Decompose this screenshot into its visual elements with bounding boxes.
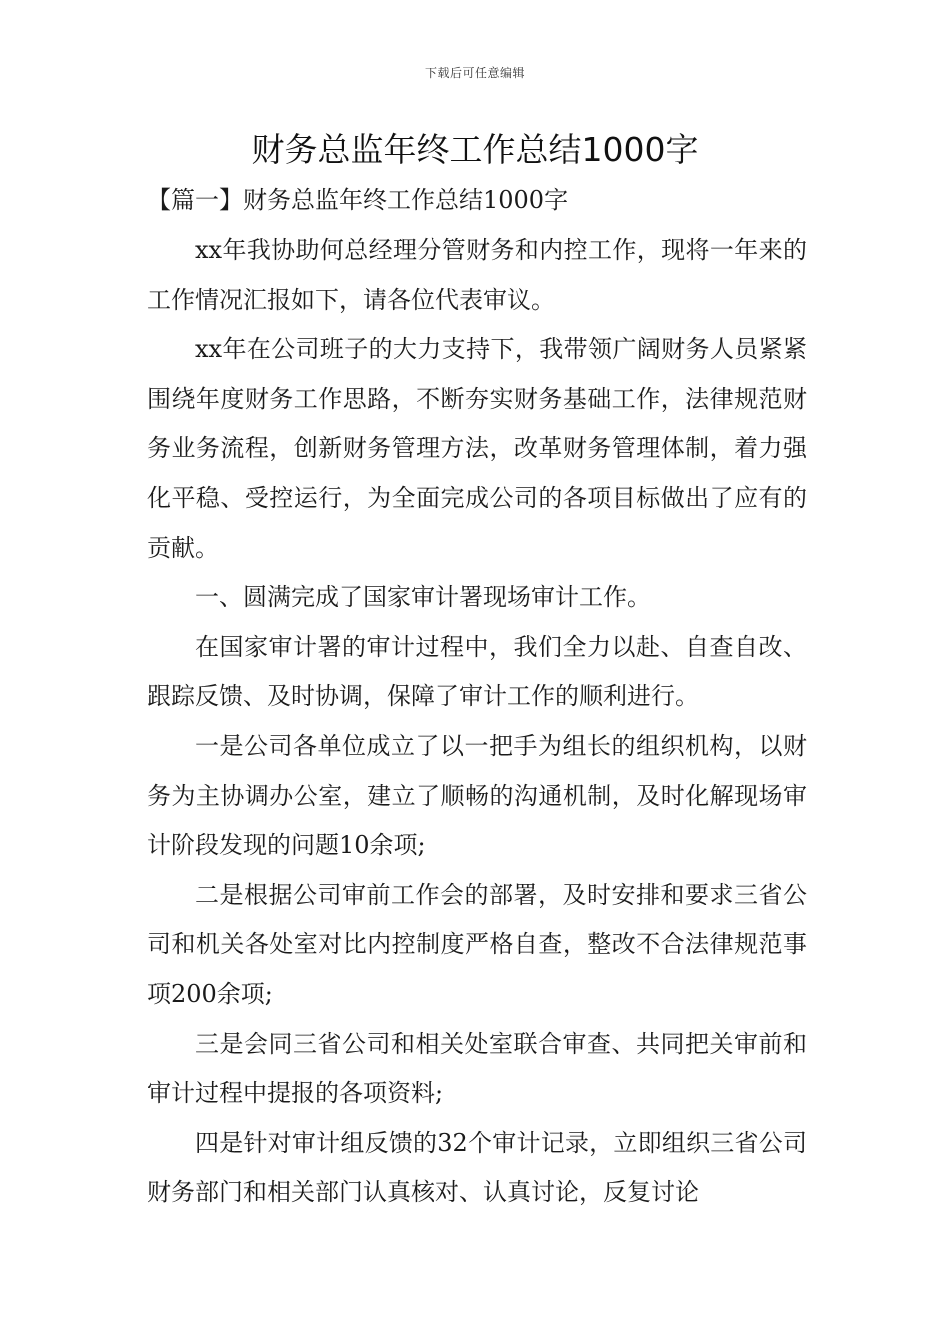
header-note: 下载后可任意编辑: [424, 66, 525, 80]
paragraph: 四是针对审计组反馈的32个审计记录，立即组织三省公司财务部门和相关部门认真核对、认真讨论，反复讨论: [147, 1128, 807, 1207]
paragraph: 三是会同三省公司和相关处室联合审查、共同把关审前和审计过程中提报的各项资料;: [147, 1029, 807, 1108]
section-heading: 【篇一】财务总监年终工作总结1000字: [147, 186, 569, 214]
document-title: 财务总监年终工作总结1000字: [251, 130, 699, 169]
paragraph: 一、圆满完成了国家审计署现场审计工作。: [195, 583, 651, 612]
paragraph: xx年我协助何总经理分管财务和内控工作，现将一年来的工作情况汇报如下，请各位代表审议。: [147, 236, 807, 314]
paragraph: 二是根据公司审前工作会的部署，及时安排和要求三省公司和机关各处室对比内控制度严格自查，整改不合法律规范事项200余项;: [147, 880, 807, 1008]
paragraph: 一是公司各单位成立了以一把手为组长的组织机构，以财务为主协调办公室，建立了顺畅的沟通机制，及时化解现场审计阶段发现的问题10余项;: [147, 731, 807, 860]
paragraph: 在国家审计署的审计过程中，我们全力以赴、自查自改、跟踪反馈、及时协调，保障了审计工作的顺利进行。: [147, 632, 807, 711]
paragraph: xx年在公司班子的大力支持下，我带领广阔财务人员紧紧围绕年度财务工作思路，不断夯实财务基础工作，法律规范财务业务流程，创新财务管理方法，改革财务管理体制，着力强化平稳、受控运行，为全面完成公司的各项目标做出了应有的贡献。: [147, 335, 807, 562]
document-body: [147, 226, 807, 1218]
